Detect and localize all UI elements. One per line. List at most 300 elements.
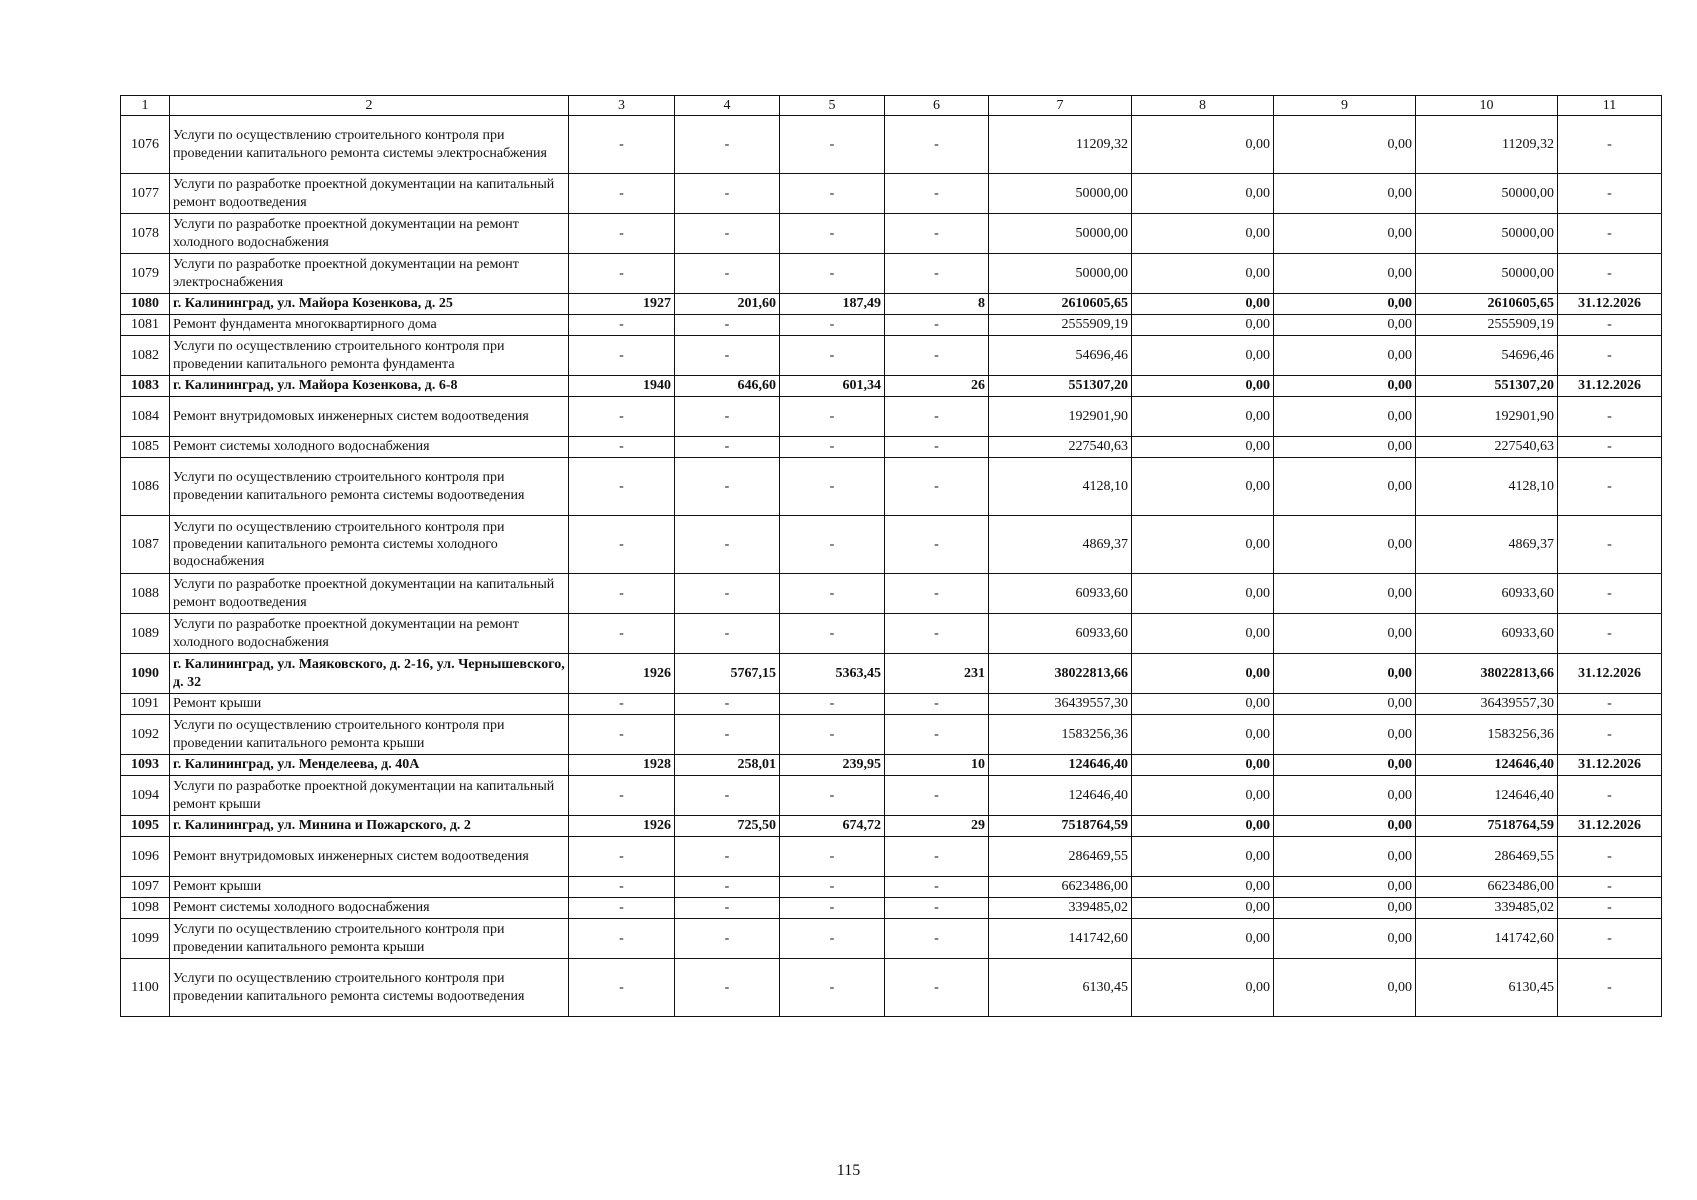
- residents-cell: 10: [885, 755, 989, 776]
- year-cell: -: [569, 614, 675, 654]
- row-number: 1076: [121, 116, 170, 174]
- area-living-cell: -: [780, 694, 885, 715]
- area-living-cell: -: [780, 898, 885, 919]
- item-name: г. Калининград, ул. Минина и Пожарского, д. 2: [170, 816, 569, 837]
- area-total-cell: -: [675, 336, 780, 376]
- cost-col9-cell: 0,00: [1274, 376, 1416, 397]
- register-table: [120, 95, 1662, 1017]
- cost-col10-cell: 54696,46: [1416, 336, 1558, 376]
- cost-col9-cell: 0,00: [1274, 574, 1416, 614]
- residents-cell: 26: [885, 376, 989, 397]
- cost-col8-cell: 0,00: [1132, 816, 1274, 837]
- column-number-header: [121, 96, 1662, 116]
- year-cell: -: [569, 877, 675, 898]
- completion-date-cell: -: [1558, 837, 1662, 877]
- row-number: 1095: [121, 816, 170, 837]
- area-living-cell: -: [780, 315, 885, 336]
- year-cell: -: [569, 898, 675, 919]
- year-cell: -: [569, 214, 675, 254]
- area-total-cell: 201,60: [675, 294, 780, 315]
- cost-col10-cell: 6130,45: [1416, 959, 1558, 1017]
- table-row: [121, 336, 1662, 376]
- item-name: Услуги по осуществлению строительного контроля при проведении капитального ремонта системы холодного водоснабжения: [170, 516, 569, 574]
- completion-date-cell: -: [1558, 776, 1662, 816]
- area-total-cell: -: [675, 959, 780, 1017]
- residents-cell: -: [885, 254, 989, 294]
- total-cost-cell: 1583256,36: [989, 715, 1132, 755]
- completion-date-cell: -: [1558, 516, 1662, 574]
- completion-date-cell: -: [1558, 116, 1662, 174]
- cost-col9-cell: 0,00: [1274, 776, 1416, 816]
- total-cost-cell: 2610605,65: [989, 294, 1132, 315]
- year-cell: -: [569, 315, 675, 336]
- cost-col8-cell: 0,00: [1132, 614, 1274, 654]
- total-cost-cell: 141742,60: [989, 919, 1132, 959]
- cost-col8-cell: 0,00: [1132, 397, 1274, 437]
- area-total-cell: -: [675, 174, 780, 214]
- area-total-cell: -: [675, 694, 780, 715]
- row-number: 1099: [121, 919, 170, 959]
- cost-col8-cell: 0,00: [1132, 919, 1274, 959]
- residents-cell: -: [885, 397, 989, 437]
- table-row: [121, 755, 1662, 776]
- area-total-cell: -: [675, 837, 780, 877]
- cost-col10-cell: 2610605,65: [1416, 294, 1558, 315]
- row-number: 1077: [121, 174, 170, 214]
- item-name: Услуги по осуществлению строительного контроля при проведении капитального ремонта фундамента: [170, 336, 569, 376]
- year-cell: 1927: [569, 294, 675, 315]
- year-cell: -: [569, 919, 675, 959]
- row-number: 1078: [121, 214, 170, 254]
- cost-col9-cell: 0,00: [1274, 214, 1416, 254]
- cost-col10-cell: 38022813,66: [1416, 654, 1558, 694]
- cost-col9-cell: 0,00: [1274, 837, 1416, 877]
- cost-col9-cell: 0,00: [1274, 715, 1416, 755]
- table-row: [121, 877, 1662, 898]
- area-total-cell: -: [675, 919, 780, 959]
- residents-cell: -: [885, 174, 989, 214]
- residents-cell: -: [885, 877, 989, 898]
- table-row: [121, 254, 1662, 294]
- area-total-cell: -: [675, 776, 780, 816]
- completion-date-cell: 31.12.2026: [1558, 816, 1662, 837]
- column-header-5: 5: [780, 96, 885, 116]
- column-header-9: 9: [1274, 96, 1416, 116]
- cost-col9-cell: 0,00: [1274, 877, 1416, 898]
- area-total-cell: -: [675, 516, 780, 574]
- table-row: [121, 174, 1662, 214]
- item-name: Услуги по разработке проектной документации на ремонт холодного водоснабжения: [170, 614, 569, 654]
- total-cost-cell: 192901,90: [989, 397, 1132, 437]
- year-cell: 1940: [569, 376, 675, 397]
- area-living-cell: -: [780, 919, 885, 959]
- cost-col8-cell: 0,00: [1132, 694, 1274, 715]
- item-name: Услуги по разработке проектной документации на капитальный ремонт крыши: [170, 776, 569, 816]
- area-total-cell: -: [675, 898, 780, 919]
- row-number: 1084: [121, 397, 170, 437]
- completion-date-cell: -: [1558, 614, 1662, 654]
- item-name: Услуги по осуществлению строительного контроля при проведении капитального ремонта крыши: [170, 715, 569, 755]
- total-cost-cell: 7518764,59: [989, 816, 1132, 837]
- table-row: [121, 919, 1662, 959]
- table-row: [121, 654, 1662, 694]
- row-number: 1081: [121, 315, 170, 336]
- total-cost-cell: 54696,46: [989, 336, 1132, 376]
- item-name: Ремонт внутридомовых инженерных систем водоотведения: [170, 397, 569, 437]
- cost-col8-cell: 0,00: [1132, 458, 1274, 516]
- cost-col10-cell: 286469,55: [1416, 837, 1558, 877]
- column-header-1: 1: [121, 96, 170, 116]
- cost-col8-cell: 0,00: [1132, 376, 1274, 397]
- area-living-cell: -: [780, 214, 885, 254]
- completion-date-cell: -: [1558, 336, 1662, 376]
- area-living-cell: 5363,45: [780, 654, 885, 694]
- total-cost-cell: 36439557,30: [989, 694, 1132, 715]
- area-total-cell: -: [675, 877, 780, 898]
- column-header-11: 11: [1558, 96, 1662, 116]
- cost-col8-cell: 0,00: [1132, 254, 1274, 294]
- area-living-cell: -: [780, 397, 885, 437]
- year-cell: 1928: [569, 755, 675, 776]
- cost-col10-cell: 60933,60: [1416, 574, 1558, 614]
- completion-date-cell: -: [1558, 214, 1662, 254]
- year-cell: -: [569, 837, 675, 877]
- column-header-4: 4: [675, 96, 780, 116]
- area-living-cell: -: [780, 614, 885, 654]
- table-row: [121, 214, 1662, 254]
- item-name: Ремонт крыши: [170, 694, 569, 715]
- column-header-2: 2: [170, 96, 569, 116]
- completion-date-cell: -: [1558, 715, 1662, 755]
- cost-col9-cell: 0,00: [1274, 516, 1416, 574]
- cost-col10-cell: 6623486,00: [1416, 877, 1558, 898]
- year-cell: -: [569, 516, 675, 574]
- row-number: 1082: [121, 336, 170, 376]
- area-living-cell: -: [780, 959, 885, 1017]
- total-cost-cell: 227540,63: [989, 437, 1132, 458]
- completion-date-cell: -: [1558, 898, 1662, 919]
- row-number: 1098: [121, 898, 170, 919]
- cost-col10-cell: 4128,10: [1416, 458, 1558, 516]
- item-name: Ремонт системы холодного водоснабжения: [170, 898, 569, 919]
- table-row: [121, 574, 1662, 614]
- completion-date-cell: -: [1558, 437, 1662, 458]
- completion-date-cell: 31.12.2026: [1558, 376, 1662, 397]
- residents-cell: -: [885, 437, 989, 458]
- area-living-cell: 239,95: [780, 755, 885, 776]
- completion-date-cell: 31.12.2026: [1558, 654, 1662, 694]
- row-number: 1093: [121, 755, 170, 776]
- area-total-cell: 258,01: [675, 755, 780, 776]
- cost-col9-cell: 0,00: [1274, 898, 1416, 919]
- cost-col9-cell: 0,00: [1274, 336, 1416, 376]
- area-living-cell: 674,72: [780, 816, 885, 837]
- total-cost-cell: 50000,00: [989, 254, 1132, 294]
- total-cost-cell: 11209,32: [989, 116, 1132, 174]
- completion-date-cell: -: [1558, 458, 1662, 516]
- row-number: 1091: [121, 694, 170, 715]
- area-living-cell: -: [780, 837, 885, 877]
- header-row: [121, 96, 1662, 116]
- area-total-cell: 5767,15: [675, 654, 780, 694]
- row-number: 1094: [121, 776, 170, 816]
- total-cost-cell: 286469,55: [989, 837, 1132, 877]
- row-number: 1086: [121, 458, 170, 516]
- item-name: Услуги по осуществлению строительного контроля при проведении капитального ремонта системы водоотведения: [170, 458, 569, 516]
- completion-date-cell: -: [1558, 397, 1662, 437]
- cost-col10-cell: 339485,02: [1416, 898, 1558, 919]
- area-living-cell: -: [780, 877, 885, 898]
- item-name: Ремонт фундамента многоквартирного дома: [170, 315, 569, 336]
- table-row: [121, 816, 1662, 837]
- cost-col8-cell: 0,00: [1132, 755, 1274, 776]
- cost-col8-cell: 0,00: [1132, 654, 1274, 694]
- column-header-10: 10: [1416, 96, 1558, 116]
- total-cost-cell: 124646,40: [989, 776, 1132, 816]
- year-cell: -: [569, 574, 675, 614]
- cost-col10-cell: 192901,90: [1416, 397, 1558, 437]
- total-cost-cell: 2555909,19: [989, 315, 1132, 336]
- year-cell: -: [569, 397, 675, 437]
- residents-cell: -: [885, 336, 989, 376]
- year-cell: -: [569, 254, 675, 294]
- cost-col10-cell: 60933,60: [1416, 614, 1558, 654]
- table-row: [121, 294, 1662, 315]
- residents-cell: -: [885, 574, 989, 614]
- completion-date-cell: -: [1558, 174, 1662, 214]
- cost-col10-cell: 7518764,59: [1416, 816, 1558, 837]
- row-number: 1089: [121, 614, 170, 654]
- total-cost-cell: 38022813,66: [989, 654, 1132, 694]
- total-cost-cell: 124646,40: [989, 755, 1132, 776]
- area-living-cell: -: [780, 254, 885, 294]
- item-name: г. Калининград, ул. Менделеева, д. 40А: [170, 755, 569, 776]
- row-number: 1097: [121, 877, 170, 898]
- completion-date-cell: -: [1558, 694, 1662, 715]
- total-cost-cell: 60933,60: [989, 614, 1132, 654]
- cost-col8-cell: 0,00: [1132, 776, 1274, 816]
- cost-col9-cell: 0,00: [1274, 397, 1416, 437]
- residents-cell: -: [885, 116, 989, 174]
- cost-col10-cell: 551307,20: [1416, 376, 1558, 397]
- cost-col9-cell: 0,00: [1274, 458, 1416, 516]
- residents-cell: -: [885, 837, 989, 877]
- table-row: [121, 116, 1662, 174]
- cost-col8-cell: 0,00: [1132, 715, 1274, 755]
- row-number: 1085: [121, 437, 170, 458]
- residents-cell: 29: [885, 816, 989, 837]
- year-cell: -: [569, 694, 675, 715]
- residents-cell: 8: [885, 294, 989, 315]
- area-total-cell: -: [675, 315, 780, 336]
- completion-date-cell: -: [1558, 315, 1662, 336]
- year-cell: -: [569, 715, 675, 755]
- area-total-cell: -: [675, 397, 780, 437]
- residents-cell: -: [885, 959, 989, 1017]
- cost-col8-cell: 0,00: [1132, 574, 1274, 614]
- total-cost-cell: 339485,02: [989, 898, 1132, 919]
- area-total-cell: -: [675, 437, 780, 458]
- column-header-7: 7: [989, 96, 1132, 116]
- cost-col8-cell: 0,00: [1132, 437, 1274, 458]
- completion-date-cell: -: [1558, 959, 1662, 1017]
- residents-cell: -: [885, 614, 989, 654]
- table-row: [121, 315, 1662, 336]
- cost-col8-cell: 0,00: [1132, 336, 1274, 376]
- row-number: 1096: [121, 837, 170, 877]
- column-header-6: 6: [885, 96, 989, 116]
- item-name: Услуги по разработке проектной документации на капитальный ремонт водоотведения: [170, 174, 569, 214]
- row-number: 1087: [121, 516, 170, 574]
- completion-date-cell: 31.12.2026: [1558, 755, 1662, 776]
- area-living-cell: -: [780, 574, 885, 614]
- cost-col10-cell: 11209,32: [1416, 116, 1558, 174]
- cost-col8-cell: 0,00: [1132, 315, 1274, 336]
- cost-col10-cell: 124646,40: [1416, 776, 1558, 816]
- cost-col9-cell: 0,00: [1274, 174, 1416, 214]
- cost-col10-cell: 1583256,36: [1416, 715, 1558, 755]
- cost-col10-cell: 50000,00: [1416, 174, 1558, 214]
- row-number: 1080: [121, 294, 170, 315]
- completion-date-cell: -: [1558, 919, 1662, 959]
- row-number: 1100: [121, 959, 170, 1017]
- area-total-cell: -: [675, 614, 780, 654]
- item-name: Услуги по разработке проектной документации на капитальный ремонт водоотведения: [170, 574, 569, 614]
- item-name: Услуги по осуществлению строительного контроля при проведении капитального ремонта системы электроснабжения: [170, 116, 569, 174]
- item-name: Ремонт крыши: [170, 877, 569, 898]
- cost-col8-cell: 0,00: [1132, 837, 1274, 877]
- cost-col10-cell: 124646,40: [1416, 755, 1558, 776]
- cost-col9-cell: 0,00: [1274, 919, 1416, 959]
- area-total-cell: -: [675, 214, 780, 254]
- table-row: [121, 516, 1662, 574]
- area-total-cell: -: [675, 458, 780, 516]
- year-cell: -: [569, 776, 675, 816]
- table-row: [121, 898, 1662, 919]
- residents-cell: -: [885, 898, 989, 919]
- table-row: [121, 614, 1662, 654]
- table-row: [121, 837, 1662, 877]
- column-header-3: 3: [569, 96, 675, 116]
- table-row: [121, 694, 1662, 715]
- cost-col9-cell: 0,00: [1274, 294, 1416, 315]
- item-name: г. Калининград, ул. Маяковского, д. 2-16, ул. Чернышевского, д. 32: [170, 654, 569, 694]
- cost-col8-cell: 0,00: [1132, 877, 1274, 898]
- page-number: 115: [836, 1162, 861, 1179]
- table-row: [121, 376, 1662, 397]
- cost-col10-cell: 227540,63: [1416, 437, 1558, 458]
- total-cost-cell: 551307,20: [989, 376, 1132, 397]
- table-body: [121, 116, 1662, 1017]
- residents-cell: -: [885, 516, 989, 574]
- table-row: [121, 397, 1662, 437]
- year-cell: -: [569, 458, 675, 516]
- area-total-cell: -: [675, 116, 780, 174]
- total-cost-cell: 4128,10: [989, 458, 1132, 516]
- area-living-cell: -: [780, 336, 885, 376]
- cost-col9-cell: 0,00: [1274, 315, 1416, 336]
- cost-col9-cell: 0,00: [1274, 116, 1416, 174]
- completion-date-cell: 31.12.2026: [1558, 294, 1662, 315]
- total-cost-cell: 50000,00: [989, 174, 1132, 214]
- cost-col8-cell: 0,00: [1132, 959, 1274, 1017]
- table-row: [121, 458, 1662, 516]
- item-name: г. Калининград, ул. Майора Козенкова, д. 6-8: [170, 376, 569, 397]
- year-cell: -: [569, 437, 675, 458]
- area-living-cell: -: [780, 458, 885, 516]
- residents-cell: -: [885, 715, 989, 755]
- cost-col10-cell: 50000,00: [1416, 214, 1558, 254]
- cost-col8-cell: 0,00: [1132, 294, 1274, 315]
- area-living-cell: -: [780, 715, 885, 755]
- item-name: Ремонт системы холодного водоснабжения: [170, 437, 569, 458]
- cost-col9-cell: 0,00: [1274, 654, 1416, 694]
- area-living-cell: -: [780, 437, 885, 458]
- area-total-cell: -: [675, 574, 780, 614]
- area-living-cell: -: [780, 116, 885, 174]
- cost-col9-cell: 0,00: [1274, 816, 1416, 837]
- area-total-cell: -: [675, 715, 780, 755]
- cost-col8-cell: 0,00: [1132, 516, 1274, 574]
- total-cost-cell: 60933,60: [989, 574, 1132, 614]
- cost-col8-cell: 0,00: [1132, 116, 1274, 174]
- cost-col9-cell: 0,00: [1274, 254, 1416, 294]
- total-cost-cell: 50000,00: [989, 214, 1132, 254]
- area-living-cell: 187,49: [780, 294, 885, 315]
- cost-col8-cell: 0,00: [1132, 214, 1274, 254]
- table-row: [121, 776, 1662, 816]
- column-header-8: 8: [1132, 96, 1274, 116]
- row-number: 1088: [121, 574, 170, 614]
- cost-col9-cell: 0,00: [1274, 959, 1416, 1017]
- year-cell: 1926: [569, 654, 675, 694]
- table-row: [121, 715, 1662, 755]
- area-total-cell: 646,60: [675, 376, 780, 397]
- cost-col10-cell: 141742,60: [1416, 919, 1558, 959]
- item-name: Ремонт внутридомовых инженерных систем водоотведения: [170, 837, 569, 877]
- row-number: 1090: [121, 654, 170, 694]
- total-cost-cell: 6130,45: [989, 959, 1132, 1017]
- residents-cell: 231: [885, 654, 989, 694]
- completion-date-cell: -: [1558, 254, 1662, 294]
- item-name: г. Калининград, ул. Майора Козенкова, д. 25: [170, 294, 569, 315]
- area-living-cell: -: [780, 776, 885, 816]
- table-row: [121, 959, 1662, 1017]
- item-name: Услуги по осуществлению строительного контроля при проведении капитального ремонта системы водоотведения: [170, 959, 569, 1017]
- cost-col8-cell: 0,00: [1132, 174, 1274, 214]
- year-cell: 1926: [569, 816, 675, 837]
- area-living-cell: -: [780, 516, 885, 574]
- row-number: 1083: [121, 376, 170, 397]
- cost-col9-cell: 0,00: [1274, 614, 1416, 654]
- total-cost-cell: 4869,37: [989, 516, 1132, 574]
- year-cell: -: [569, 174, 675, 214]
- item-name: Услуги по разработке проектной документации на ремонт электроснабжения: [170, 254, 569, 294]
- year-cell: -: [569, 336, 675, 376]
- area-total-cell: 725,50: [675, 816, 780, 837]
- cost-col10-cell: 50000,00: [1416, 254, 1558, 294]
- completion-date-cell: -: [1558, 574, 1662, 614]
- table-row: [121, 437, 1662, 458]
- year-cell: -: [569, 959, 675, 1017]
- cost-col9-cell: 0,00: [1274, 694, 1416, 715]
- residents-cell: -: [885, 919, 989, 959]
- residents-cell: -: [885, 458, 989, 516]
- cost-col10-cell: 2555909,19: [1416, 315, 1558, 336]
- cost-col10-cell: 4869,37: [1416, 516, 1558, 574]
- area-living-cell: 601,34: [780, 376, 885, 397]
- area-living-cell: -: [780, 174, 885, 214]
